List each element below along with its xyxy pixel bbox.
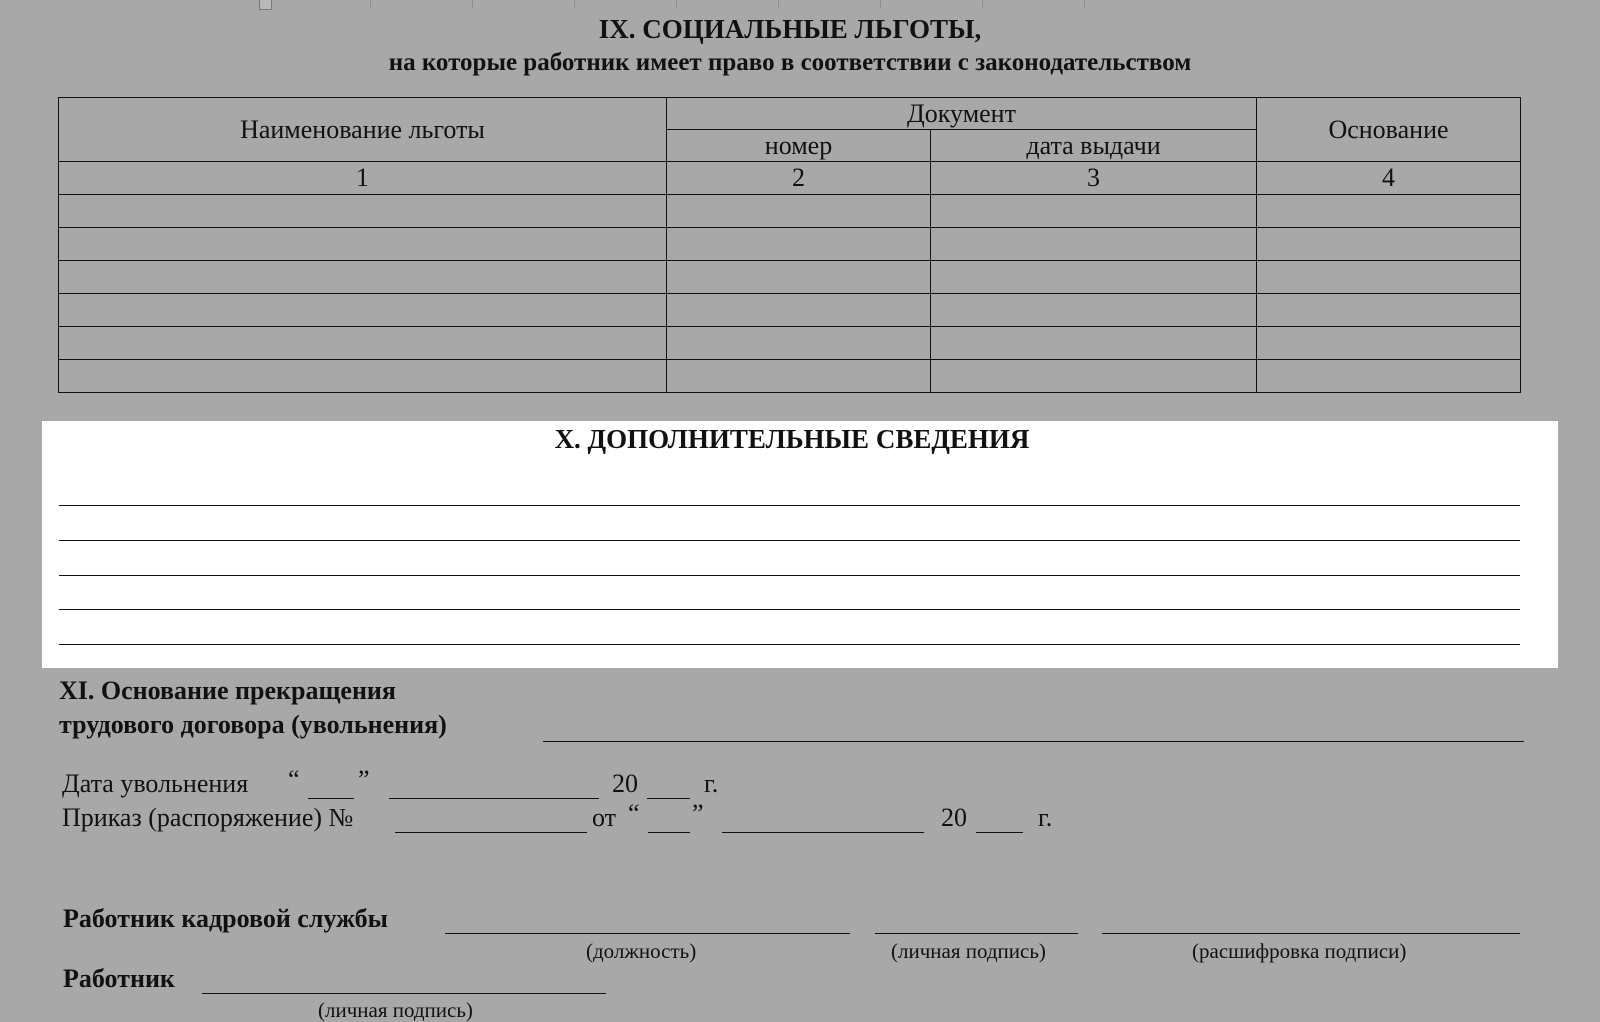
employee-signature-line[interactable]: [202, 993, 606, 994]
table-cell[interactable]: [931, 228, 1257, 261]
order-label: Приказ (распоряжение) №: [62, 803, 354, 832]
order-number-blank[interactable]: [395, 832, 587, 833]
quote-open: “: [628, 799, 640, 828]
table-cell[interactable]: [1257, 228, 1521, 261]
order-day-blank[interactable]: [648, 832, 690, 833]
ruler-indent-handle[interactable]: [259, 0, 272, 10]
column-number-row: [59, 162, 1521, 195]
column-number: 1: [59, 162, 667, 195]
dismissal-day-blank[interactable]: [308, 798, 354, 799]
table-cell[interactable]: [59, 294, 667, 327]
quote-open: “: [288, 765, 300, 794]
table-row: [59, 261, 1521, 294]
table-cell[interactable]: [667, 195, 931, 228]
table-cell[interactable]: [59, 327, 667, 360]
dismissal-year-blank[interactable]: [647, 798, 690, 799]
section11-title-line1: XI. Основание прекращения: [59, 676, 396, 705]
table-row: [59, 327, 1521, 360]
table-cell[interactable]: [931, 261, 1257, 294]
table-cell[interactable]: [1257, 327, 1521, 360]
quote-close: ”: [692, 799, 704, 828]
table-cell[interactable]: [931, 195, 1257, 228]
order-year-blank[interactable]: [976, 832, 1023, 833]
header-issue-date: дата выдачи: [931, 130, 1257, 162]
header-document: Документ: [667, 98, 1257, 130]
selected-region: [42, 421, 1558, 668]
decoding-caption: (расшифровка подписи): [1192, 939, 1407, 963]
table-cell[interactable]: [1257, 294, 1521, 327]
benefits-table: [58, 97, 1521, 393]
table-cell[interactable]: [1257, 261, 1521, 294]
table-row: [59, 360, 1521, 393]
section9-subtitle: на которые работник имеет право в соответствии с законодательством: [388, 49, 1192, 76]
year-suffix: г.: [1038, 803, 1053, 832]
additional-info-line[interactable]: [59, 609, 1520, 610]
dismissal-month-blank[interactable]: [389, 798, 599, 799]
table-cell[interactable]: [59, 195, 667, 228]
additional-info-line[interactable]: [59, 575, 1520, 576]
position-caption: (должность): [586, 939, 697, 963]
table-row: [59, 195, 1521, 228]
header-basis: Основание: [1257, 98, 1521, 162]
signature-line[interactable]: [875, 933, 1078, 934]
table-cell[interactable]: [667, 228, 931, 261]
signature-decoding-line[interactable]: [1102, 933, 1520, 934]
header-benefit-name: Наименование льготы: [59, 98, 667, 162]
section9-title: IX. СОЦИАЛЬНЫЕ ЛЬГОТЫ,: [598, 14, 982, 44]
column-number: 2: [667, 162, 931, 195]
table-cell[interactable]: [667, 261, 931, 294]
section11-title-line2: трудового договора (увольнения): [59, 710, 447, 739]
order-from: от: [592, 803, 617, 832]
year-prefix: 20: [941, 803, 967, 832]
year-suffix: г.: [704, 769, 719, 798]
hr-worker-label: Работник кадровой службы: [63, 904, 388, 933]
additional-info-line[interactable]: [59, 540, 1520, 541]
additional-info-line[interactable]: [59, 505, 1520, 506]
header-number: номер: [667, 130, 931, 162]
column-number: 3: [931, 162, 1257, 195]
table-cell[interactable]: [59, 261, 667, 294]
table-row: [59, 228, 1521, 261]
column-number: 4: [1257, 162, 1521, 195]
section10-title: X. ДОПОЛНИТЕЛЬНЫЕ СВЕДЕНИЯ: [554, 424, 1030, 454]
table-cell[interactable]: [59, 360, 667, 393]
table-cell[interactable]: [1257, 195, 1521, 228]
signature-caption: (личная подпись): [891, 939, 1046, 963]
table-cell[interactable]: [59, 228, 667, 261]
ruler: [0, 0, 1100, 8]
dismissal-date-label: Дата увольнения: [62, 769, 249, 798]
additional-info-line[interactable]: [59, 644, 1520, 645]
year-prefix: 20: [612, 769, 638, 798]
position-line[interactable]: [445, 933, 850, 934]
table-cell[interactable]: [667, 294, 931, 327]
employee-signature-caption: (личная подпись): [318, 998, 473, 1022]
table-cell[interactable]: [667, 360, 931, 393]
table-cell[interactable]: [931, 294, 1257, 327]
termination-basis-line[interactable]: [543, 741, 1524, 742]
quote-close: ”: [358, 765, 370, 794]
table-cell[interactable]: [1257, 360, 1521, 393]
table-cell[interactable]: [931, 360, 1257, 393]
table-cell[interactable]: [931, 327, 1257, 360]
table-row: [59, 294, 1521, 327]
table-cell[interactable]: [667, 327, 931, 360]
employee-label: Работник: [63, 964, 175, 993]
order-month-blank[interactable]: [722, 832, 924, 833]
